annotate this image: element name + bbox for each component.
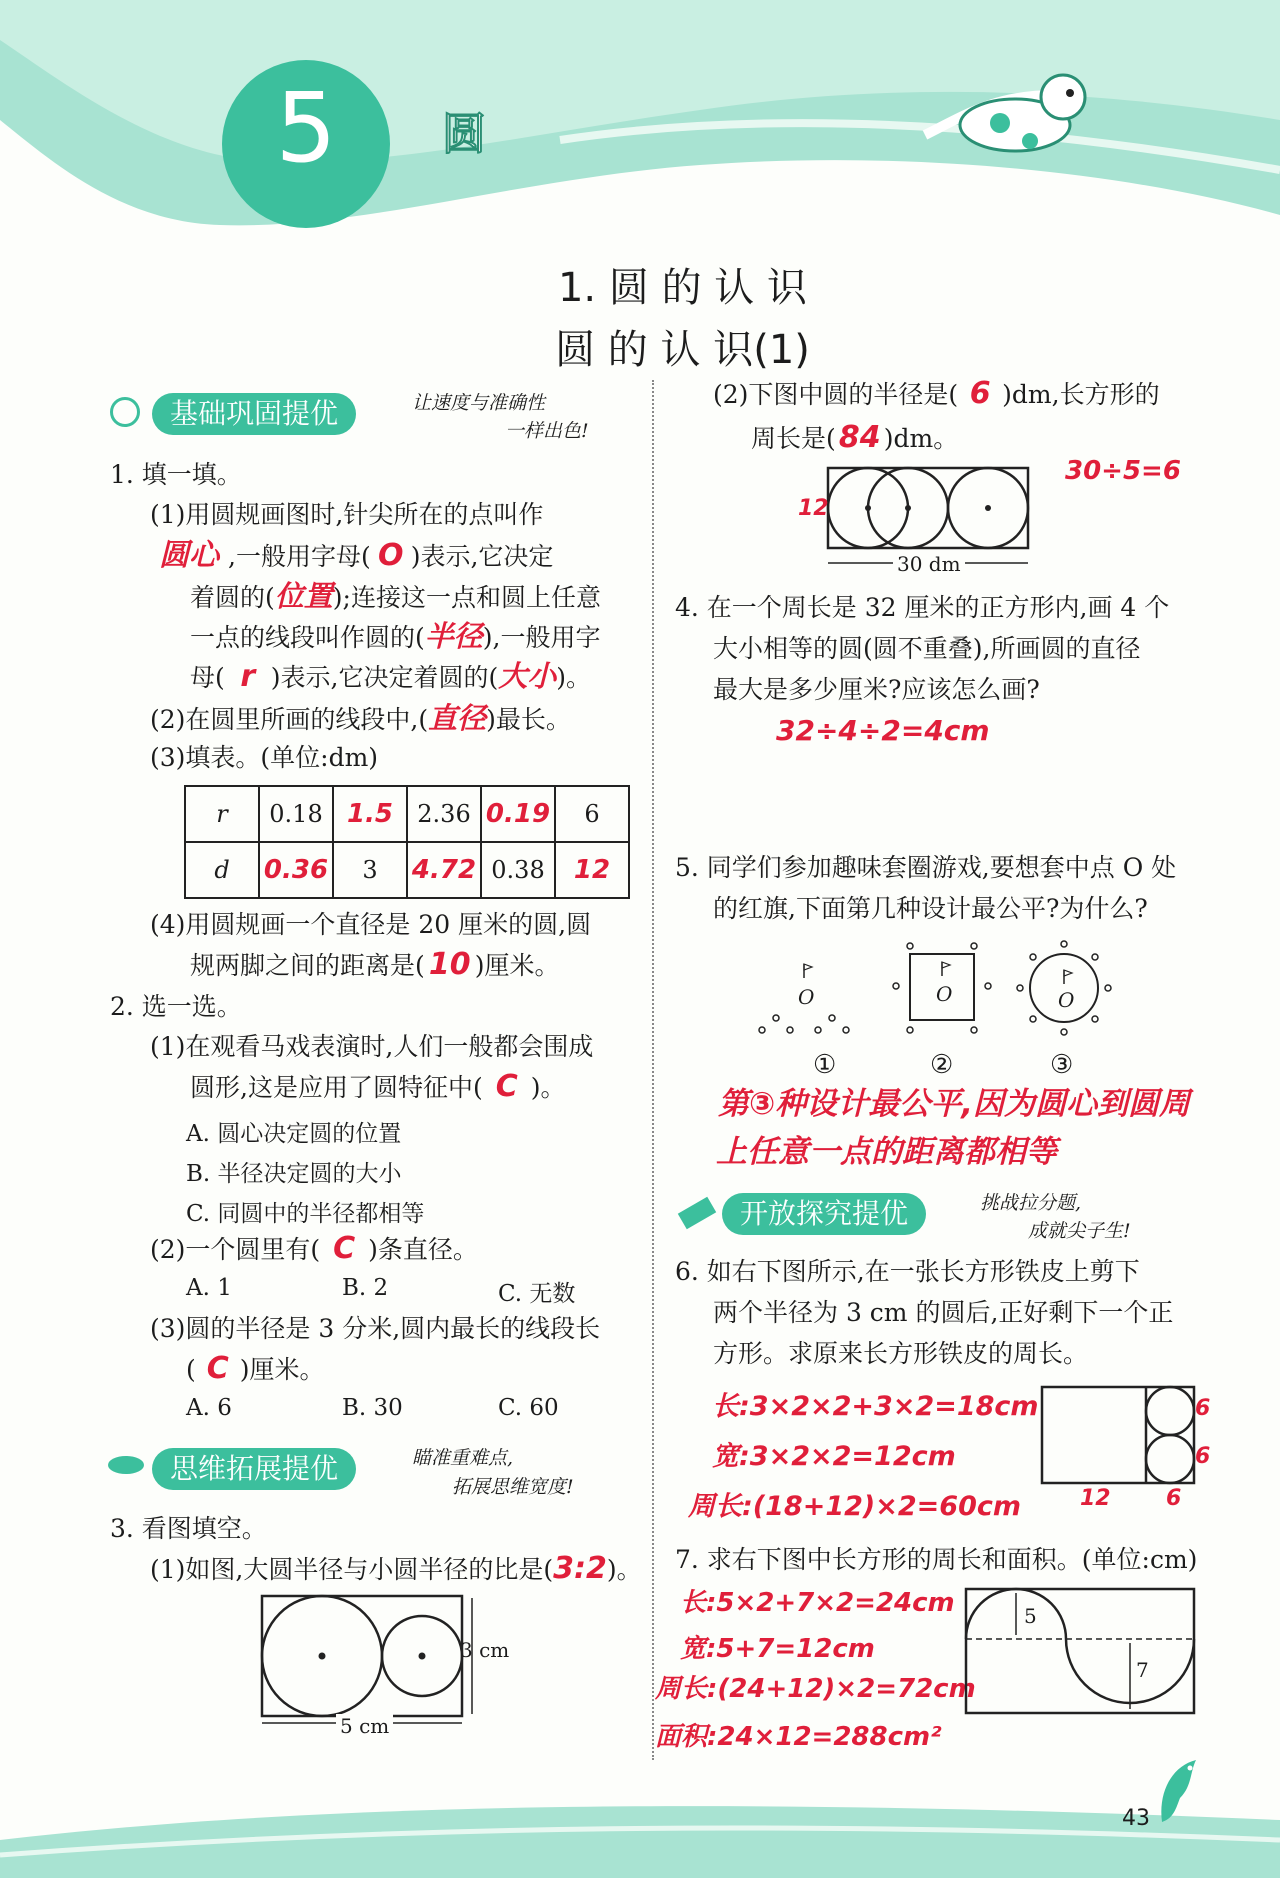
table-label-r: r: [185, 786, 259, 842]
table-cell: 0.19: [481, 786, 555, 842]
lesson-title: 1. 圆 的 认 识: [557, 265, 808, 311]
table-cell: 0.38: [481, 842, 555, 898]
design-2-label: ②: [930, 1050, 954, 1080]
table-row-r: [185, 786, 629, 842]
answer-q6-fig-12: 12: [1080, 1486, 1111, 1511]
answer-q6-perimeter: 周长:(18+12)×2=60cm: [688, 1491, 1021, 1522]
table-cell: 0.36: [259, 842, 333, 898]
q2-1-line2: 圆形,这是应用了圆特征中( C )。: [190, 1067, 565, 1108]
answer-q2-1: C: [495, 1069, 518, 1104]
q2-3-option-b: B. 30: [342, 1395, 403, 1421]
design-3-label: ③: [1050, 1050, 1074, 1080]
unit-number: 5: [275, 72, 337, 184]
q1-heading: 1. 填一填。: [110, 460, 242, 489]
answer-q6-fig-6b: 6: [1195, 1444, 1211, 1469]
answer-ratio: 3:2: [553, 1551, 607, 1586]
figure-label-5: 5: [1024, 1604, 1037, 1628]
dolphin-icon: [1150, 1752, 1210, 1832]
answer-q6-fig-6c: 6: [1166, 1486, 1182, 1511]
section-basic-title: 基础巩固提优: [152, 393, 356, 435]
answer-q6-width: 宽:3×2×2=12cm: [712, 1441, 956, 1472]
answer-compass-distance: 10: [428, 947, 471, 982]
table-cell: 4.72: [407, 842, 481, 898]
answer-q2-2: C: [333, 1231, 356, 1266]
q3-2-line2: 周长是( 84 )dm。: [751, 418, 958, 459]
design-2-point-label: O: [936, 982, 953, 1006]
footer-band: [0, 1780, 1280, 1878]
answer-q4: 32÷4÷2=4cm: [776, 714, 990, 747]
design-3-point-label: O: [1058, 988, 1075, 1012]
answer-q5-line2: 上任意一点的距离都相等: [716, 1134, 1057, 1170]
answer-q7-area: 面积:24×12=288cm²: [655, 1722, 942, 1752]
page-number: 43: [1122, 1806, 1150, 1831]
answer-q7-perimeter: 周长:(24+12)×2=72cm: [655, 1674, 976, 1704]
answer-q2-3: C: [206, 1351, 229, 1386]
q1-1-line3: 着圆的(位置);连接这一点和圆上任意: [190, 579, 601, 613]
q5-line1: 5. 同学们参加趣味套圈游戏,要想套中点 O 处: [675, 853, 1177, 882]
q1-table: [184, 785, 630, 899]
ufo-icon: [108, 1456, 144, 1474]
section-open-title: 开放探究提优: [722, 1193, 926, 1235]
figure-semicircle-wave: [962, 1585, 1202, 1725]
answer-circle-radius: 6: [969, 376, 991, 411]
answer-side-12: 12: [798, 496, 829, 521]
q1-1-line1: (1)用圆规画图时,针尖所在的点叫作: [150, 500, 544, 529]
figure-height-label: 3 cm: [460, 1638, 510, 1662]
answer-letter-o: O: [377, 538, 404, 573]
q2-3-line1: (3)圆的半径是 3 分米,圆内最长的线段长: [150, 1314, 601, 1343]
q2-1-option-a: A. 圆心决定圆的位置: [186, 1121, 402, 1147]
q2-2-option-a: A. 1: [186, 1275, 232, 1301]
answer-size: 大小: [498, 659, 557, 693]
answer-circle-center: 圆心: [159, 538, 219, 573]
q4-line3: 最大是多少厘米?应该怎么画?: [713, 675, 1040, 704]
table-cell: 6: [555, 786, 629, 842]
section-thinking-title: 思维拓展提优: [152, 1448, 356, 1490]
q7-line1: 7. 求右下图中长方形的周长和面积。(单位:cm): [675, 1545, 1198, 1574]
answer-q5-line1: 第③种设计最公平,因为圆心到圆周: [718, 1086, 1191, 1122]
q2-heading: 2. 选一选。: [110, 992, 242, 1021]
lesson-subtitle: 圆 的 认 识(1): [555, 327, 810, 373]
table-label-d: d: [185, 842, 259, 898]
answer-calc-30-div-5: 30÷5=6: [1065, 456, 1181, 486]
section-thinking-note-2: 拓展思维宽度!: [452, 1476, 574, 1498]
q1-1-line5: 母( r )表示,它决定着圆的(大小)。: [190, 656, 591, 698]
q4-line1: 4. 在一个周长是 32 厘米的正方形内,画 4 个: [675, 593, 1170, 622]
satellite-icon: [678, 1197, 716, 1230]
q1-1-line4: 一点的线段叫作圆的(半径),一般用字: [190, 619, 601, 653]
q2-3-line2: ( C )厘米。: [186, 1349, 325, 1390]
q5-line2: 的红旗,下面第几种设计最公平?为什么?: [713, 894, 1148, 923]
section-basic-note-2: 一样出色!: [505, 420, 589, 442]
q1-2: (2)在圆里所画的线段中,(直径)最长。: [150, 701, 571, 735]
q1-3: (3)填表。(单位:dm): [150, 743, 379, 772]
q6-line1: 6. 如右下图所示,在一张长方形铁皮上剪下: [675, 1257, 1140, 1286]
figure-width-label: 5 cm: [336, 1714, 393, 1738]
answer-position: 位置: [274, 579, 333, 613]
q6-line2: 两个半径为 3 cm 的圆后,正好剩下一个正: [713, 1298, 1174, 1327]
table-cell: 1.5: [333, 786, 407, 842]
answer-diameter: 直径: [428, 701, 487, 735]
section-open-note-1: 挑战拉分题,: [980, 1192, 1082, 1214]
q3-1: (1)如图,大圆半径与小圆半径的比是(3:2)。: [150, 1551, 642, 1586]
q2-1-option-c: C. 同圆中的半径都相等: [186, 1201, 425, 1227]
q1-4-line2: 规两脚之间的距离是( 10 )厘米。: [190, 945, 560, 986]
answer-q6-length: 长:3×2×2+3×2=18cm: [712, 1391, 1039, 1422]
q2-1-option-b: B. 半径决定圆的大小: [186, 1161, 402, 1187]
q6-line3: 方形。求原来长方形铁皮的周长。: [713, 1339, 1089, 1368]
figure-sheet-two-circles: [1040, 1385, 1200, 1487]
column-divider: [652, 380, 654, 1760]
design-1-point-label: O: [798, 985, 815, 1009]
section-thinking-note-1: 瞄准重难点,: [412, 1447, 514, 1469]
figure-label-7: 7: [1136, 1658, 1149, 1682]
q2-2: (2)一个圆里有( C )条直径。: [150, 1229, 478, 1270]
q2-2-option-c: C. 无数: [498, 1281, 576, 1307]
table-row-d: [185, 842, 629, 898]
answer-rectangle-perimeter: 84: [838, 420, 881, 455]
q4-line2: 大小相等的圆(圆不重叠),所画圆的直径: [713, 634, 1141, 663]
answer-q7-width: 宽:5+7=12cm: [680, 1634, 875, 1664]
q1-4-line1: (4)用圆规画一个直径是 20 厘米的圆,圆: [150, 910, 592, 939]
table-cell: 2.36: [407, 786, 481, 842]
answer-radius: 半径: [424, 619, 483, 653]
q3-heading: 3. 看图填空。: [110, 1514, 267, 1543]
unit-title: 圆: [442, 109, 486, 160]
q1-1-line2: 圆心 ,一般用字母( O )表示,它决定: [150, 536, 553, 577]
table-cell: 12: [555, 842, 629, 898]
target-icon: [110, 397, 140, 427]
q3-2-line1: (2)下图中圆的半径是( 6 )dm,长方形的: [713, 374, 1160, 415]
answer-q7-length: 长:5×2+7×2=24cm: [680, 1588, 955, 1618]
design-1-label: ①: [813, 1050, 837, 1080]
answer-q6-fig-6a: 6: [1195, 1396, 1211, 1421]
figure-30dm-label: 30 dm: [893, 552, 965, 576]
section-basic-note-1: 让速度与准确性: [412, 392, 546, 414]
dog-mascot-icon: [905, 55, 1095, 165]
answer-letter-r: r: [240, 659, 256, 694]
table-cell: 0.18: [259, 786, 333, 842]
q2-1-line1: (1)在观看马戏表演时,人们一般都会围成: [150, 1032, 594, 1061]
section-open-note-2: 成就尖子生!: [1028, 1220, 1131, 1242]
q2-3-option-a: A. 6: [186, 1395, 232, 1421]
table-cell: 3: [333, 842, 407, 898]
q2-2-option-b: B. 2: [342, 1275, 389, 1301]
q2-3-option-c: C. 60: [498, 1395, 559, 1421]
